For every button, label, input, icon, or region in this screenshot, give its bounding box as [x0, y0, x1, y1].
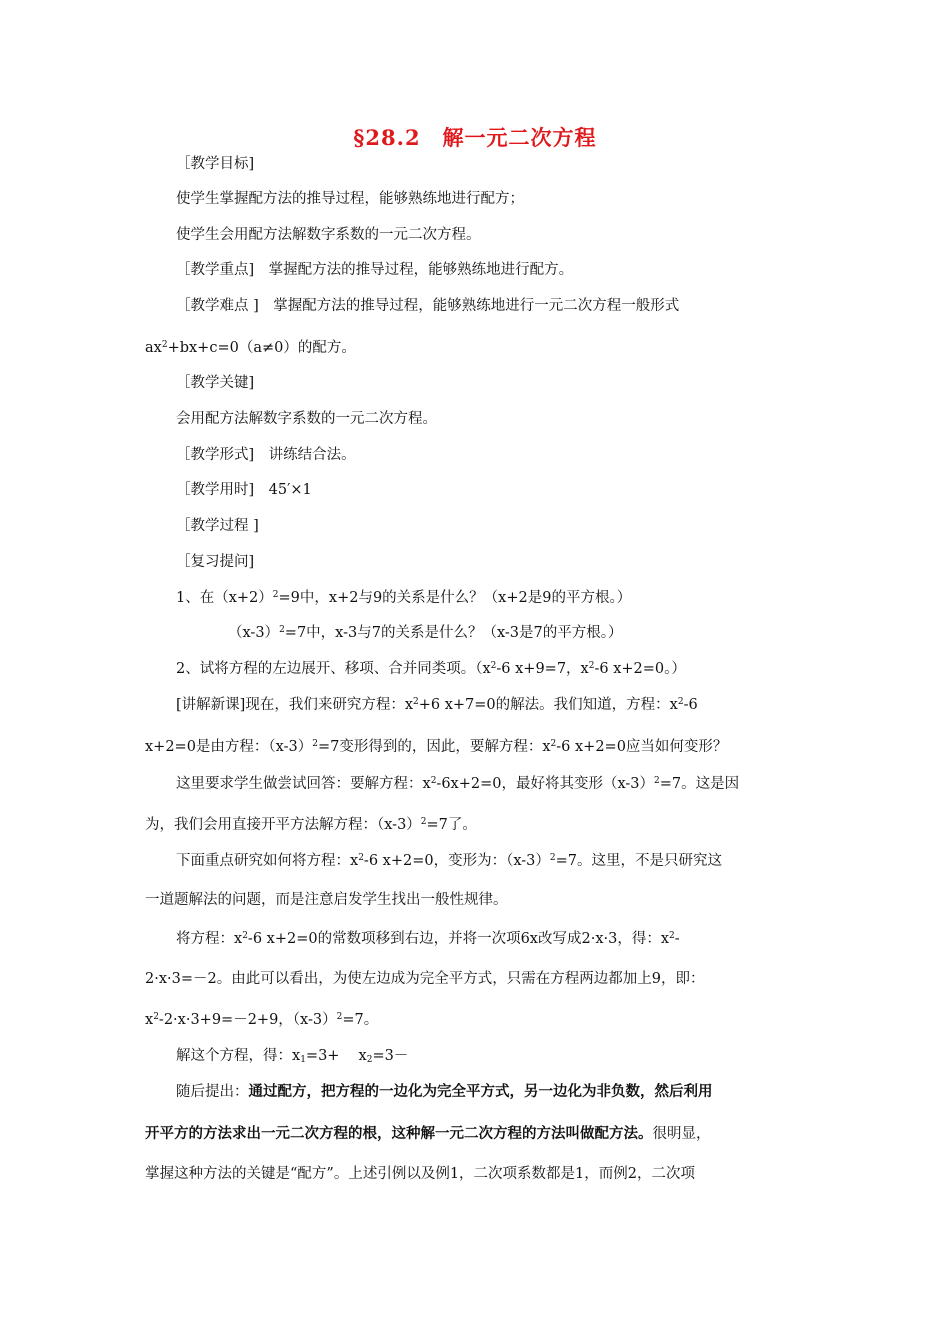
section-heading-process: ［教学过程 ] [176, 518, 259, 534]
definition-tail: 很明显， [652, 1126, 711, 1142]
page-title: §28.2 解一元二次方程 [353, 125, 597, 150]
body-paragraph-line: 掌握这种方法的关键是“配方”。上述引例以及例1，二次项系数都是1，而例2，二次项 [145, 1166, 695, 1182]
duration-line: ［教学用时] 45′×1 [176, 482, 312, 498]
objective-line: 使学生掌握配方法的推导过程，能够熟练地进行配方； [176, 191, 524, 207]
difficulty-line: ［教学难点 ] 掌握配方法的推导过程，能够熟练地进行一元二次方程一般形式 [176, 298, 680, 314]
body-paragraph-line: 一道题解法的问题，而是注意启发学生找出一般性规律。 [145, 892, 508, 908]
review-question-2: 2、试将方程的左边展开、移项、合并同类项。（$x^2-6$ x+9=7，$x^2-6$ x+2=0。） [176, 661, 686, 677]
new-lesson-line: x+2=0是由方程：$(x-3)^2=7$变形得到的，因此，要解方程：$x^2-6$ x+2=0应当如何变形？ [145, 739, 728, 755]
section-heading-review: ［复习提问] [176, 554, 255, 570]
body-paragraph-line: $x^2-2\cdot x\cdot 3+9=-2+9$，$(x-3)^2=7$。 [145, 1012, 379, 1028]
objective-line: 使学生会用配方法解数字系数的一元二次方程。 [176, 227, 481, 243]
review-question-1b: $(x-3)^2=7$中，x-3与7的关系是什么？（x-3是7的平方根。） [228, 625, 623, 641]
body-paragraph-line: 2·x·3=－2。由此可以看出，为使左边成为完全平方式，只需在方程两边都加上9，即： [145, 971, 705, 987]
body-paragraph-line: 这里要求学生做尝试回答：要解方程：$x^2-6x+2=0$，最好将其变形$(x-3)^2=7$。这是因 [176, 776, 740, 792]
section-heading-objectives: ［教学目标] [176, 156, 255, 172]
definition-line [145, 1124, 711, 1144]
body-paragraph-line: 将方程：$x^2-6$ x+2=0的常数项移到右边，并将一次项6x改写成2·x·3，得：$x^2-$ [176, 931, 680, 947]
new-lesson-line: [讲解新课]现在，我们来研究方程：$x^2+6$ x+7=0的解法。我们知道，方程：$x^2-6$ [176, 697, 698, 713]
difficulty-line-continued: $ax^2+bx+c=0(a\ne 0)$的配方。 [145, 340, 356, 356]
section-heading-key: ［教学关键] [176, 375, 255, 391]
form-line: ［教学形式] 讲练结合法。 [176, 447, 356, 463]
definition-line [176, 1082, 713, 1102]
review-question-1: 1、在$(x+2)^2=9$中，x+2与9的关系是什么？（x+2是9的平方根。） [176, 590, 632, 606]
solution-line: 解这个方程，得：$x_1=3+$ $x_2=3-$ [176, 1048, 409, 1065]
definition-lead: 随后提出： [176, 1084, 249, 1100]
key-line: 会用配方法解数字系数的一元二次方程。 [176, 411, 437, 427]
body-paragraph-line: 为，我们会用直接开平方法解方程：$(x-3)^2=7$了。 [145, 817, 477, 833]
key-point-line: ［教学重点] 掌握配方法的推导过程，能够熟练地进行配方。 [176, 262, 574, 278]
body-paragraph-line: 下面重点研究如何将方程：$x^2-6$ x+2=0，变形为：$(x-3)^2=7$。这里，不是只研究这 [176, 853, 722, 869]
definition-bold: 开平方的方法求出一元二次方程的根，这种解一元二次方程的方法叫做配方法。 [145, 1125, 653, 1142]
definition-bold: 通过配方，把方程的一边化为完全平方式，另一边化为非负数，然后利用 [248, 1083, 713, 1100]
